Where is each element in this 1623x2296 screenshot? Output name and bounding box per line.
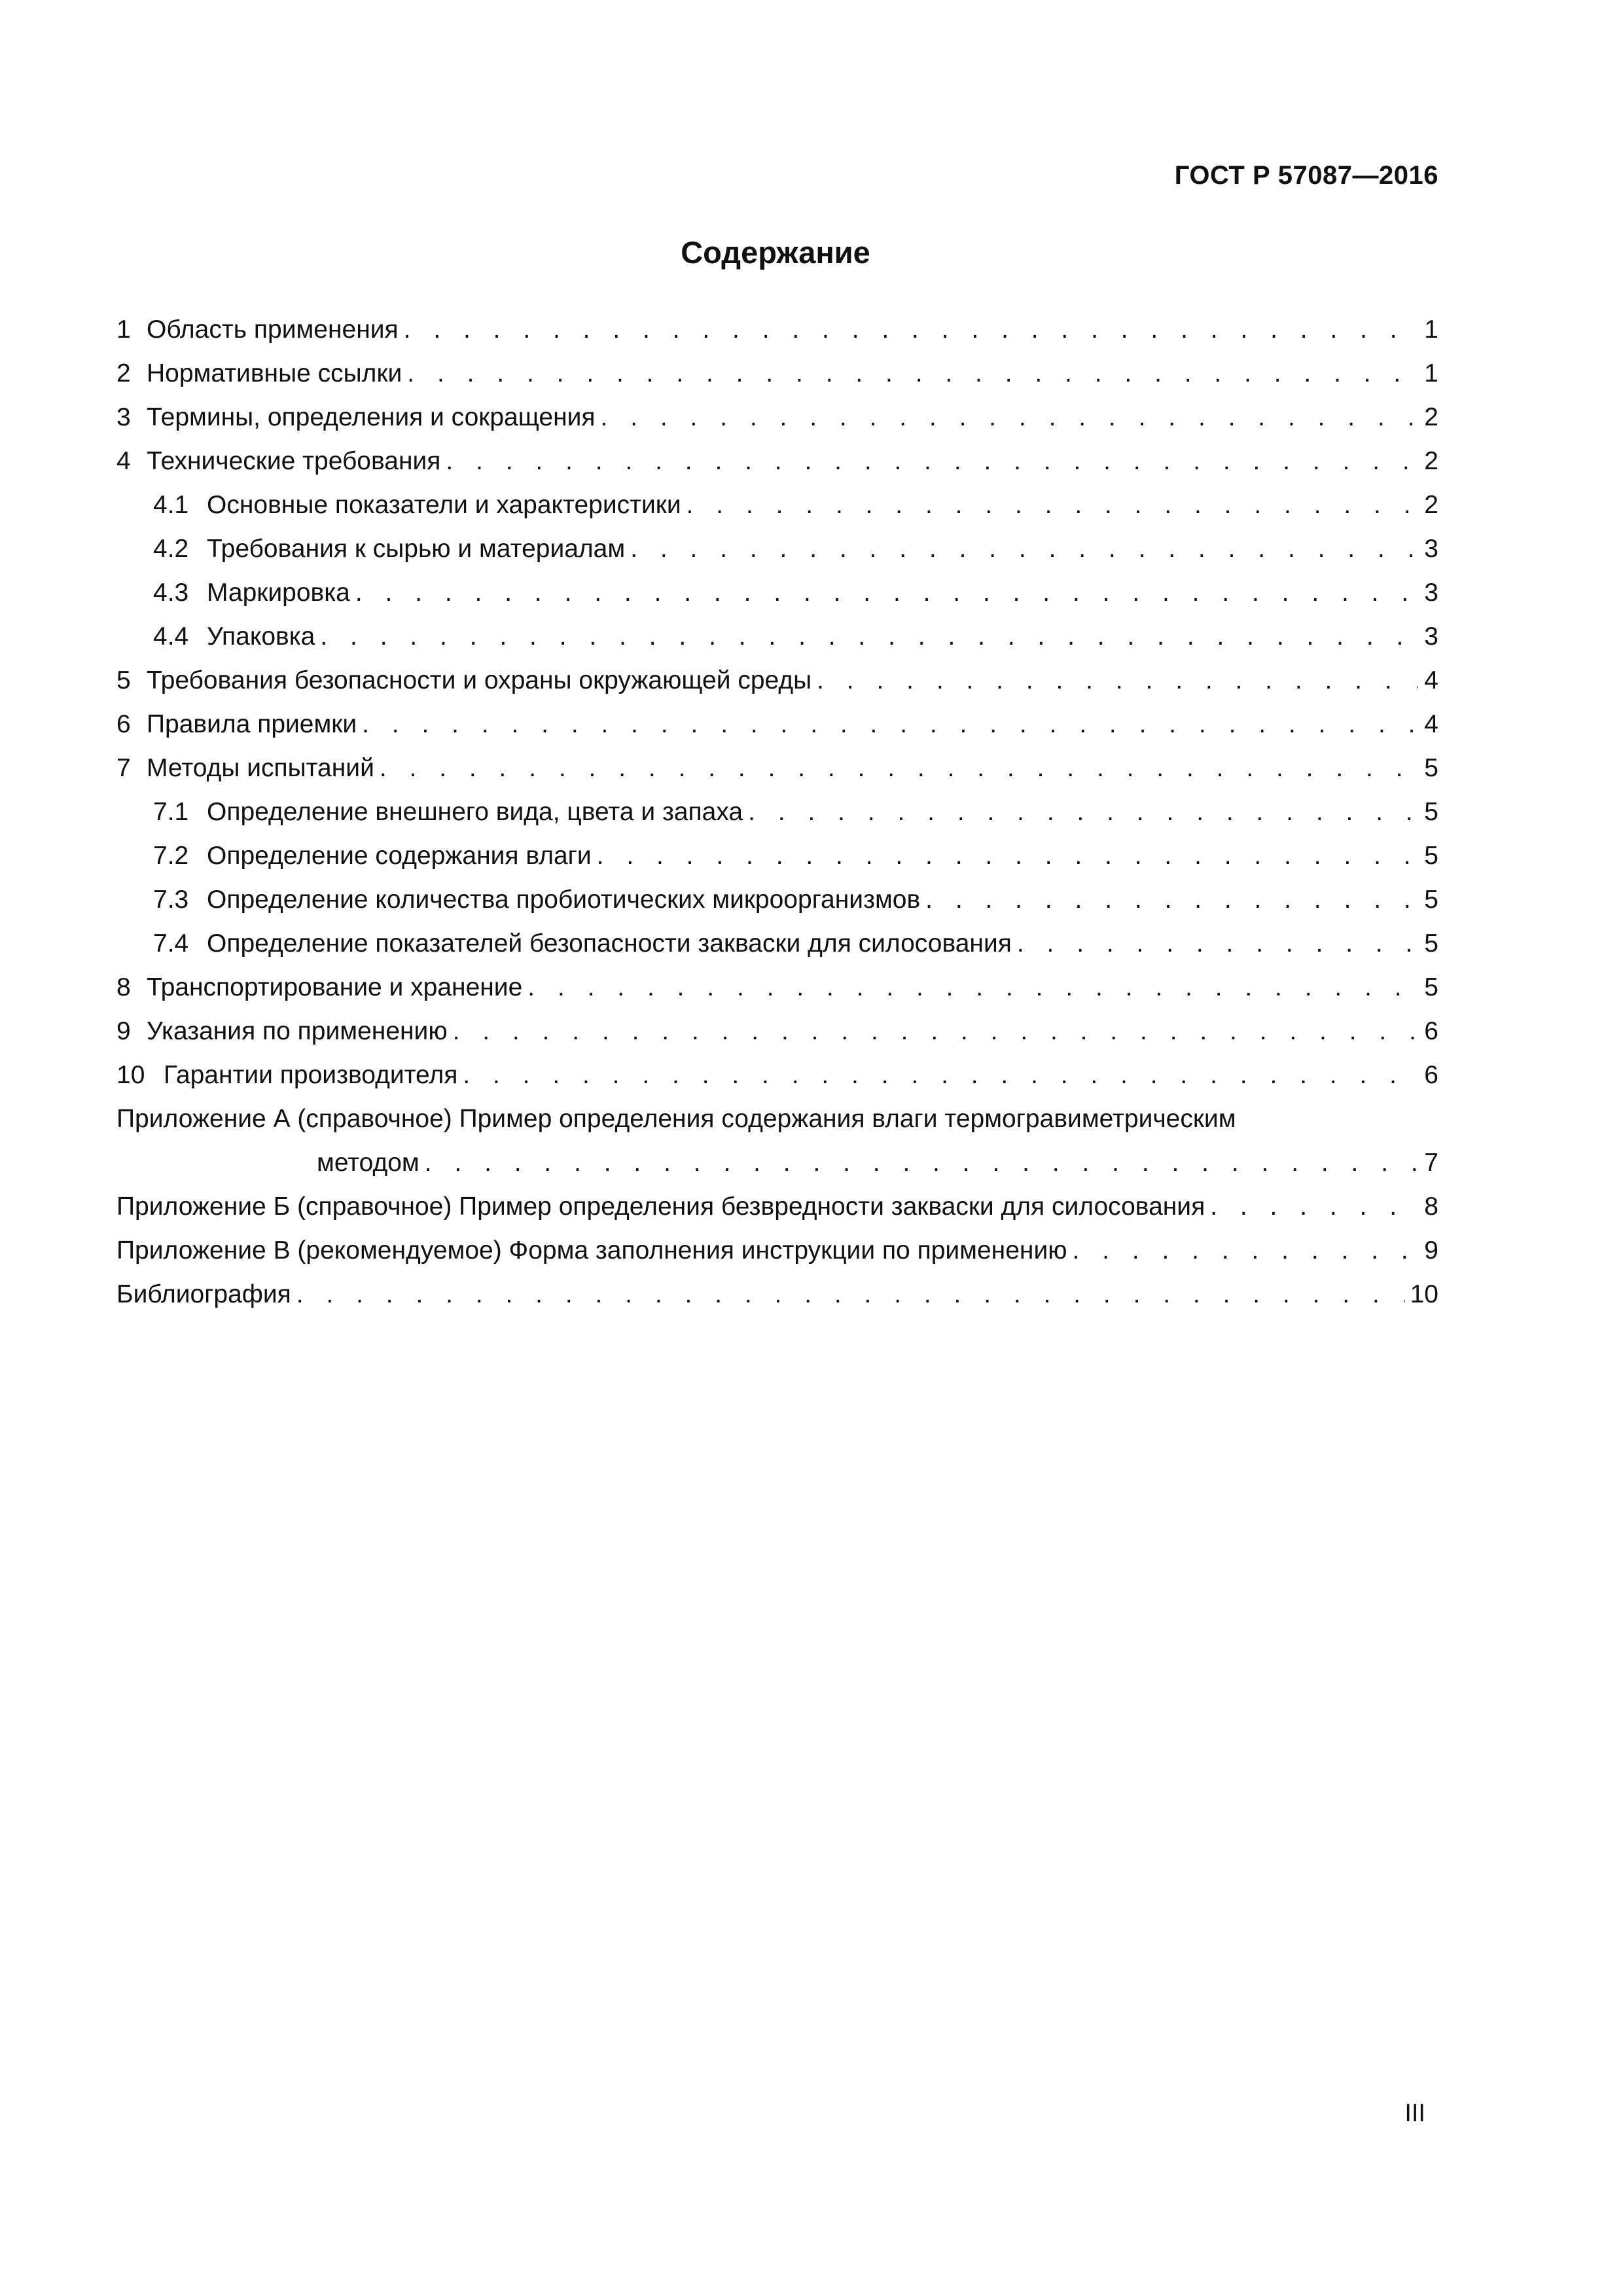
toc-entry-3[interactable]: [116, 395, 1438, 439]
toc-entry-label: Требования безопасности и охраны окружающей среды: [147, 666, 812, 694]
toc-entry-page: 5: [1424, 842, 1438, 870]
toc-entry-label: Методы испытаний: [147, 754, 374, 782]
toc-entry-number: 4.1: [153, 491, 189, 519]
toc-entry-label: Маркировка: [207, 579, 350, 607]
dot-leader: [601, 395, 1418, 439]
toc-entry-2[interactable]: [116, 351, 1438, 395]
dot-leader: [355, 571, 1418, 615]
toc-entry-page: 3: [1424, 535, 1438, 563]
toc-entry-page: 8: [1424, 1193, 1438, 1221]
toc-entry-page: 5: [1424, 798, 1438, 826]
dot-leader: [380, 746, 1418, 790]
toc-entry-page: 5: [1424, 929, 1438, 958]
toc-entry-label: Правила приемки: [147, 710, 357, 738]
document-code: ГОСТ Р 57087—2016: [1174, 161, 1438, 190]
toc-entry-number: 7.4: [153, 929, 189, 958]
table-of-contents: [116, 308, 1438, 1316]
toc-entry-number: 9: [116, 1017, 131, 1045]
toc-entry-5[interactable]: [116, 658, 1438, 702]
toc-entry-page: 1: [1424, 359, 1438, 387]
toc-entry-1[interactable]: [116, 308, 1438, 351]
dot-leader: [597, 834, 1418, 878]
toc-entry-label: Термины, определения и сокращения: [147, 403, 596, 431]
toc-entry-number: 4: [116, 447, 131, 475]
toc-appendix-a-line1[interactable]: [116, 1097, 1438, 1141]
dot-leader: [404, 308, 1418, 351]
toc-entry-page: 2: [1424, 403, 1438, 431]
dot-leader: [1072, 1229, 1418, 1272]
page-number: III: [1404, 2100, 1425, 2127]
toc-entry-number: 4.3: [153, 579, 189, 607]
toc-entry-number: 4.2: [153, 535, 189, 563]
toc-entry-4-4[interactable]: [116, 615, 1438, 658]
toc-entry-label: Область применения: [147, 315, 399, 344]
toc-entry-page: 5: [1424, 973, 1438, 1001]
toc-entry-label: Определение показателей безопасности закваски для силосования: [207, 929, 1012, 958]
toc-entry-number: 2: [116, 359, 131, 387]
toc-appendix-v[interactable]: [116, 1229, 1438, 1272]
toc-entry-label: Приложение Б (справочное) Пример определения безвредности закваски для силосования: [116, 1193, 1205, 1221]
toc-entry-number: 7.2: [153, 842, 189, 870]
dot-leader: [425, 1141, 1418, 1185]
toc-entry-number: 7.1: [153, 798, 189, 826]
dot-leader: [687, 483, 1418, 527]
dot-leader: [1017, 922, 1418, 965]
toc-entry-page: 9: [1424, 1236, 1438, 1265]
toc-entry-label: Определение содержания влаги: [207, 842, 592, 870]
toc-entry-label: Основные показатели и характеристики: [207, 491, 681, 519]
toc-entry-number: 7: [116, 754, 131, 782]
toc-entry-label: Транспортирование и хранение: [147, 973, 523, 1001]
toc-entry-page: 2: [1424, 491, 1438, 519]
dot-leader: [407, 351, 1418, 395]
toc-entry-page: 6: [1424, 1017, 1438, 1045]
toc-entry-number: 10: [116, 1061, 145, 1089]
toc-entry-label: Упаковка: [207, 622, 315, 651]
toc-entry-number: 7.3: [153, 886, 189, 914]
toc-entry-page: 4: [1424, 710, 1438, 738]
toc-bibliography[interactable]: [116, 1272, 1438, 1316]
toc-entry-label: Библиография: [116, 1280, 291, 1308]
toc-entry-number: 1: [116, 315, 131, 344]
toc-entry-number: 5: [116, 666, 131, 694]
toc-entry-4[interactable]: [116, 439, 1438, 483]
toc-entry-7-1[interactable]: [116, 790, 1438, 834]
toc-entry-8[interactable]: [116, 965, 1438, 1009]
toc-entry-7-2[interactable]: [116, 834, 1438, 878]
dot-leader: [527, 965, 1418, 1009]
toc-entry-label: Определение внешнего вида, цвета и запаха: [207, 798, 743, 826]
dot-leader: [630, 527, 1418, 571]
toc-entry-page: 4: [1424, 666, 1438, 694]
toc-entry-label: Определение количества пробиотических микроорганизмов: [207, 886, 921, 914]
dot-leader: [748, 790, 1418, 834]
toc-entry-page: 5: [1424, 754, 1438, 782]
toc-entry-4-3[interactable]: [116, 571, 1438, 615]
dot-leader: [453, 1009, 1418, 1053]
toc-entry-number: 3: [116, 403, 131, 431]
toc-entry-page: 3: [1424, 622, 1438, 651]
toc-entry-number: 6: [116, 710, 131, 738]
toc-entry-label: Нормативные ссылки: [147, 359, 402, 387]
toc-entry-4-1[interactable]: [116, 483, 1438, 527]
toc-entry-label: Указания по применению: [147, 1017, 448, 1045]
toc-appendix-a-line2[interactable]: [116, 1141, 1438, 1185]
dot-leader: [320, 615, 1418, 658]
toc-entry-10[interactable]: [116, 1053, 1438, 1097]
toc-entry-number: 8: [116, 973, 131, 1001]
toc-entry-4-2[interactable]: [116, 527, 1438, 571]
toc-entry-label: Гарантии производителя: [164, 1061, 458, 1089]
toc-entry-9[interactable]: [116, 1009, 1438, 1053]
toc-entry-label: Приложение А (справочное) Пример определения содержания влаги термогравиметрическим: [116, 1105, 1236, 1133]
toc-title: Содержание: [681, 235, 870, 270]
toc-entry-label: Требования к сырью и материалам: [207, 535, 626, 563]
toc-entry-page: 1: [1424, 315, 1438, 344]
dot-leader: [817, 658, 1418, 702]
toc-entry-7-3[interactable]: [116, 878, 1438, 922]
toc-entry-label: методом: [317, 1149, 419, 1177]
toc-entry-page: 10: [1410, 1280, 1438, 1308]
dot-leader: [1210, 1185, 1418, 1229]
toc-entry-page: 3: [1424, 579, 1438, 607]
toc-entry-6[interactable]: [116, 702, 1438, 746]
toc-entry-7-4[interactable]: [116, 922, 1438, 965]
toc-entry-label: Приложение В (рекомендуемое) Форма заполнения инструкции по применению: [116, 1236, 1067, 1265]
toc-entry-page: 5: [1424, 886, 1438, 914]
dot-leader: [296, 1272, 1405, 1316]
dot-leader: [925, 878, 1418, 922]
dot-leader: [446, 439, 1418, 483]
dot-leader: [362, 702, 1418, 746]
toc-entry-page: 6: [1424, 1061, 1438, 1089]
toc-appendix-b[interactable]: [116, 1185, 1438, 1229]
toc-entry-label: Технические требования: [147, 447, 441, 475]
dot-leader: [463, 1053, 1418, 1097]
toc-entry-page: 7: [1424, 1149, 1438, 1177]
toc-entry-number: 4.4: [153, 622, 189, 651]
toc-entry-7[interactable]: [116, 746, 1438, 790]
toc-entry-page: 2: [1424, 447, 1438, 475]
